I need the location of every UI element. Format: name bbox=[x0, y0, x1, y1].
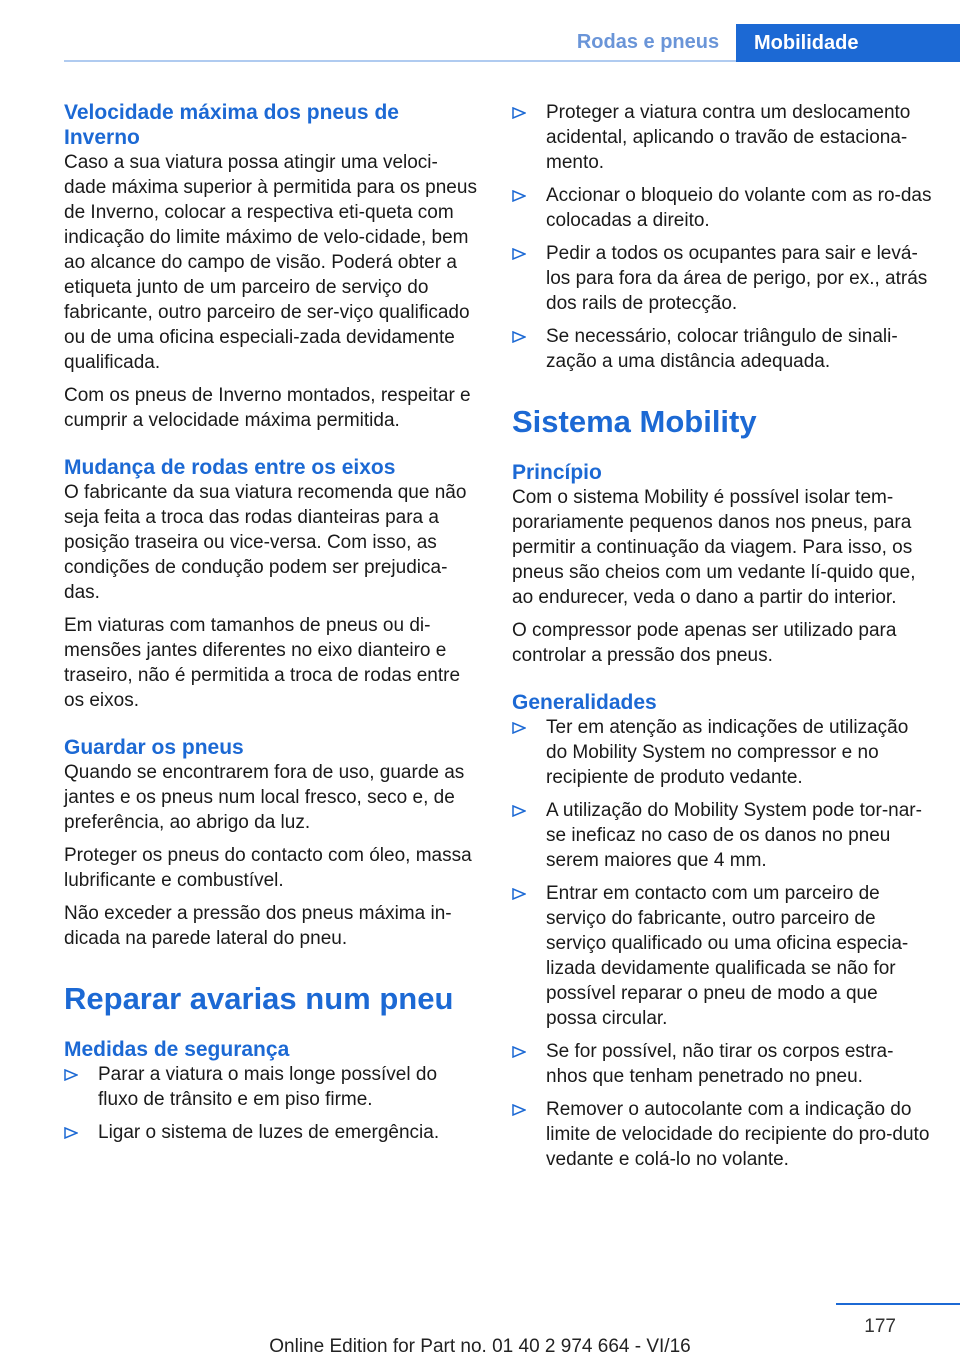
paragraph: O fabricante da sua viatura recomenda que não seja feita a troca das rodas dianteiras para a posição traseira ou vice-versa. Com isso, as condições de condução podem ser prejudica-das. bbox=[64, 482, 467, 603]
list-item bbox=[64, 1062, 480, 1112]
triangle-right-icon bbox=[512, 190, 526, 202]
list-item bbox=[512, 1039, 932, 1089]
triangle-right-icon bbox=[64, 1069, 78, 1081]
paragraph: O compressor pode apenas ser utilizado para controlar a pressão dos pneus. bbox=[512, 620, 897, 666]
heading-mobility-system: Sistema Mobility bbox=[512, 404, 757, 439]
list-item-text: Se necessário, colocar triângulo de sinali-zação a uma distância adequada. bbox=[546, 326, 898, 372]
triangle-right-icon bbox=[512, 107, 526, 119]
list-item-text: Accionar o bloqueio do volante com as ro-das colocadas a direito. bbox=[546, 185, 932, 231]
page-number-rule bbox=[836, 1303, 960, 1305]
list-item bbox=[512, 241, 932, 316]
triangle-right-icon bbox=[64, 1127, 78, 1139]
list-item bbox=[512, 798, 932, 873]
triangle-right-icon bbox=[512, 722, 526, 734]
list-item-text: Ligar o sistema de luzes de emergência. bbox=[98, 1122, 440, 1143]
paragraph: Não exceder a pressão dos pneus máxima in-dicada na parede lateral do pneu. bbox=[64, 903, 452, 949]
chapter-tab[interactable]: Mobilidade bbox=[736, 24, 960, 62]
paragraph: Caso a sua viatura possa atingir uma veloci-dade máxima superior à permitida para os pneus de Inverno, colocar a respectiva eti-queta com indicação do limite máximo de velo-cidade, bem ao alcance do campo de visão. Poderá obter a etiqueta junto de um parceiro de serviço do fabricante, outro parceiro de ser-viço qualificado ou de uma oficina especiali-zada devidamente qualificada. bbox=[64, 152, 477, 373]
paragraph: Em viaturas com tamanhos de pneus ou di-mensões jantes diferentes no eixo dianteiro e traseiro, não é permitida a troca de rodas entre os eixos. bbox=[64, 615, 461, 711]
list-item-text: Entrar em contacto com um parceiro de serviço do fabricante, outro parceiro de serviço qualificado ou uma oficina especia-lizada devidamente qualificada se não for possível reparar o pneu de modo a que possa circular. bbox=[546, 883, 909, 1029]
list-item bbox=[512, 715, 932, 790]
triangle-right-icon bbox=[512, 805, 526, 817]
triangle-right-icon bbox=[512, 248, 526, 260]
list-item-text: Remover o autocolante com a indicação do limite de velocidade do recipiente do pro-duto vedante e colá-lo no volante. bbox=[546, 1099, 930, 1170]
footer-edition: Online Edition for Part no. 01 40 2 974 664 - VI/16 bbox=[269, 1336, 691, 1357]
paragraph: Com o sistema Mobility é possível isolar tem-porariamente pequenos danos nos pneus, para permitir a continuação da viagem. Para isso, os pneus são cheios com um vedante lí-quido que, ao endurecer, veda o dano a partir do interior. bbox=[512, 487, 916, 608]
heading-safety-measures: Medidas de segurança bbox=[64, 1038, 290, 1061]
list-item bbox=[512, 100, 932, 175]
list-item-text: Pedir a todos os ocupantes para sair e levá-los para fora da área de perigo, por ex., atrás dos rails de protecção. bbox=[546, 243, 928, 314]
general-list bbox=[512, 715, 932, 1172]
heading-store-tyres: Guardar os pneus bbox=[64, 736, 244, 759]
list-item bbox=[64, 1120, 480, 1145]
list-item-text: Ter em atenção as indicações de utilização do Mobility System no compressor e no recipiente de produto vedante. bbox=[546, 717, 909, 788]
paragraph: Proteger os pneus do contacto com óleo, massa lubrificante e combustível. bbox=[64, 845, 472, 891]
list-item-text: A utilização do Mobility System pode tor-nar-se ineficaz no caso de os danos no pneu serem maiores que 4 mm. bbox=[546, 800, 922, 871]
list-item-text: Proteger a viatura contra um deslocamento acidental, aplicando o travão de estaciona-mento. bbox=[546, 102, 911, 173]
triangle-right-icon bbox=[512, 888, 526, 900]
section-tab[interactable]: Rodas e pneus bbox=[576, 30, 720, 53]
paragraph: Quando se encontrarem fora de uso, guarde as jantes e os pneus num local fresco, seco e, de preferência, ao abrigo da luz. bbox=[64, 762, 465, 833]
list-item-text: Parar a viatura o mais longe possível do fluxo de trânsito e em piso firme. bbox=[98, 1064, 438, 1110]
triangle-right-icon bbox=[512, 1046, 526, 1058]
triangle-right-icon bbox=[512, 331, 526, 343]
page-number: 177 bbox=[864, 1316, 896, 1337]
list-item bbox=[512, 324, 932, 374]
triangle-right-icon bbox=[512, 1104, 526, 1116]
list-item bbox=[512, 1097, 932, 1172]
paragraph: Com os pneus de Inverno montados, respeitar e cumprir a velocidade máxima permitida. bbox=[64, 385, 471, 431]
safety-list-continued bbox=[512, 100, 932, 374]
heading-principle: Princípio bbox=[512, 461, 602, 484]
list-item bbox=[512, 881, 932, 1031]
left-column bbox=[64, 100, 480, 1153]
heading-winter-speed: Velocidade máxima dos pneus de Inverno bbox=[64, 101, 399, 149]
heading-wheel-change: Mudança de rodas entre os eixos bbox=[64, 456, 396, 479]
safety-list bbox=[64, 1062, 480, 1145]
heading-repair-tyre: Reparar avarias num pneu bbox=[64, 981, 454, 1016]
list-item-text: Se for possível, não tirar os corpos estra-nhos que tenham penetrado no pneu. bbox=[546, 1041, 894, 1087]
heading-general: Generalidades bbox=[512, 691, 657, 714]
right-column bbox=[512, 100, 932, 1180]
list-item bbox=[512, 183, 932, 233]
